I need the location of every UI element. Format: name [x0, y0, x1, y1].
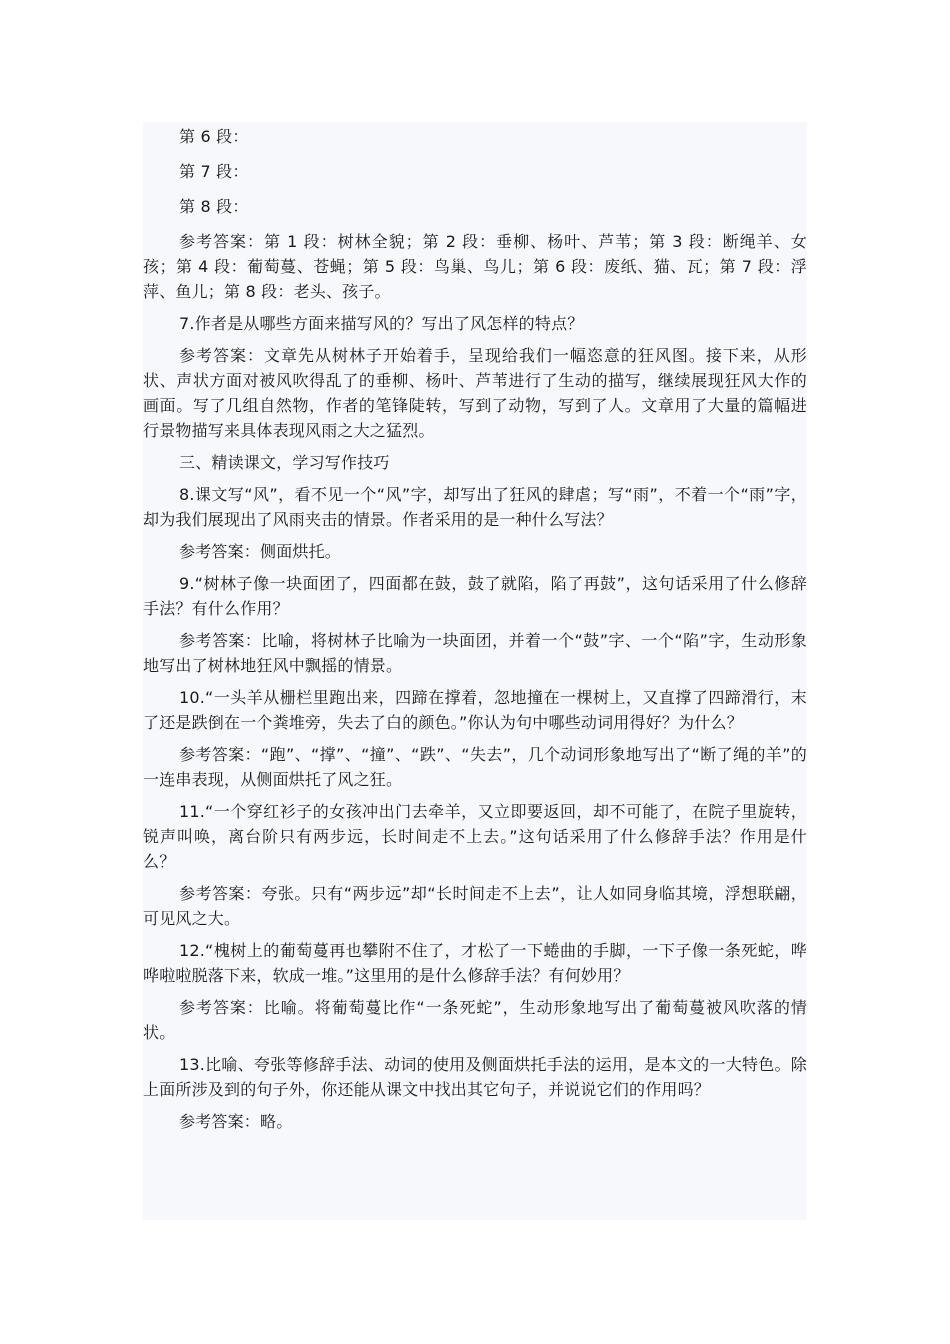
answer-10: 参考答案：“跑”、“撑”、“撞”、“跌”、“失去”，几个动词形象地写出了“断了绳的羊”的一连串表现，从侧面烘托了风之狂。 — [143, 745, 807, 789]
question-7: 7.作者是从哪些方面来描写风的？写出了风怎样的特点？ — [179, 314, 584, 333]
answer-9: 参考答案：比喻，将树林子比喻为一块面团，并着一个“鼓”字、一个“陷”字，生动形象地写出了树林地狂风中飘摇的情景。 — [143, 631, 807, 675]
section-heading-3: 三、精读课文，学习写作技巧 — [179, 453, 390, 472]
paragraph-section-6: 第 6 段： — [179, 127, 249, 146]
answer-13: 参考答案：略。 — [179, 1112, 293, 1131]
answer-11: 参考答案：夸张。只有“两步远”却“长时间走不上去”，让人如同身临其境，浮想联翩，可见风之大。 — [143, 884, 807, 928]
paragraph-section-8: 第 8 段： — [179, 197, 249, 216]
answer-8: 参考答案：侧面烘托。 — [179, 542, 342, 561]
question-11: 11.“一个穿红衫子的女孩冲出门去牵羊，又立即要返回，却不可能了，在院子里旋转，锐声叫唤，离台阶只有两步远，长时间走不上去。”这句话采用了什么修辞手法？作用是什么？ — [143, 802, 807, 871]
document-text-block — [143, 122, 807, 1220]
answer-7: 参考答案：文章先从树林子开始着手，呈现给我们一幅恣意的狂风图。接下来，从形状、声状方面对被风吹得乱了的垂柳、杨叶、芦苇进行了生动的描写，继续展现狂风大作的画面。写了几组自然物，作者的笔锋陡转，写到了动物，写到了人。文章用了大量的篇幅进行景物描写来具体表现风雨之大之猛烈。 — [143, 346, 807, 440]
question-12: 12.“槐树上的葡萄蔓再也攀附不住了，才松了一下蜷曲的手脚，一下子像一条死蛇，哗哗啦啦脱落下来，软成一堆。”这里用的是什么修辞手法？有何妙用？ — [143, 941, 807, 985]
question-9: 9.“树林子像一块面团了，四面都在鼓，鼓了就陷，陷了再鼓”，这句话采用了什么修辞手法？有什么作用？ — [143, 574, 807, 618]
answer-12: 参考答案：比喻。将葡萄蔓比作“一条死蛇”，生动形象地写出了葡萄蔓被风吹落的情状。 — [143, 998, 807, 1042]
question-13: 13.比喻、夸张等修辞手法、动词的使用及侧面烘托手法的运用，是本文的一大特色。除上面所涉及到的句子外，你还能从课文中找出其它句子，并说说它们的作用吗？ — [143, 1055, 807, 1099]
question-10: 10.“一头羊从栅栏里跑出来，四蹄在撑着，忽地撞在一棵树上，又直撑了四蹄滑行，末了还是跌倒在一个粪堆旁，失去了白的颜色。”你认为句中哪些动词用得好？为什么？ — [143, 688, 807, 732]
question-8: 8.课文写“风”，看不见一个“风”字，却写出了狂风的肆虐；写“雨”，不着一个“雨”字，却为我们展现出了风雨夹击的情景。作者采用的是一种什么写法？ — [143, 485, 807, 529]
paragraph-section-7: 第 7 段： — [179, 162, 249, 181]
answer-sections: 参考答案：第 1 段：树林全貌；第 2 段：垂柳、杨叶、芦苇；第 3 段：断绳羊、女孩；第 4 段：葡萄蔓、苍蝇；第 5 段：鸟巢、鸟儿；第 6 段：废纸、猫、瓦；第 7 段：浮萍、鱼儿；第 8 段：老头、孩子。 — [143, 232, 807, 301]
